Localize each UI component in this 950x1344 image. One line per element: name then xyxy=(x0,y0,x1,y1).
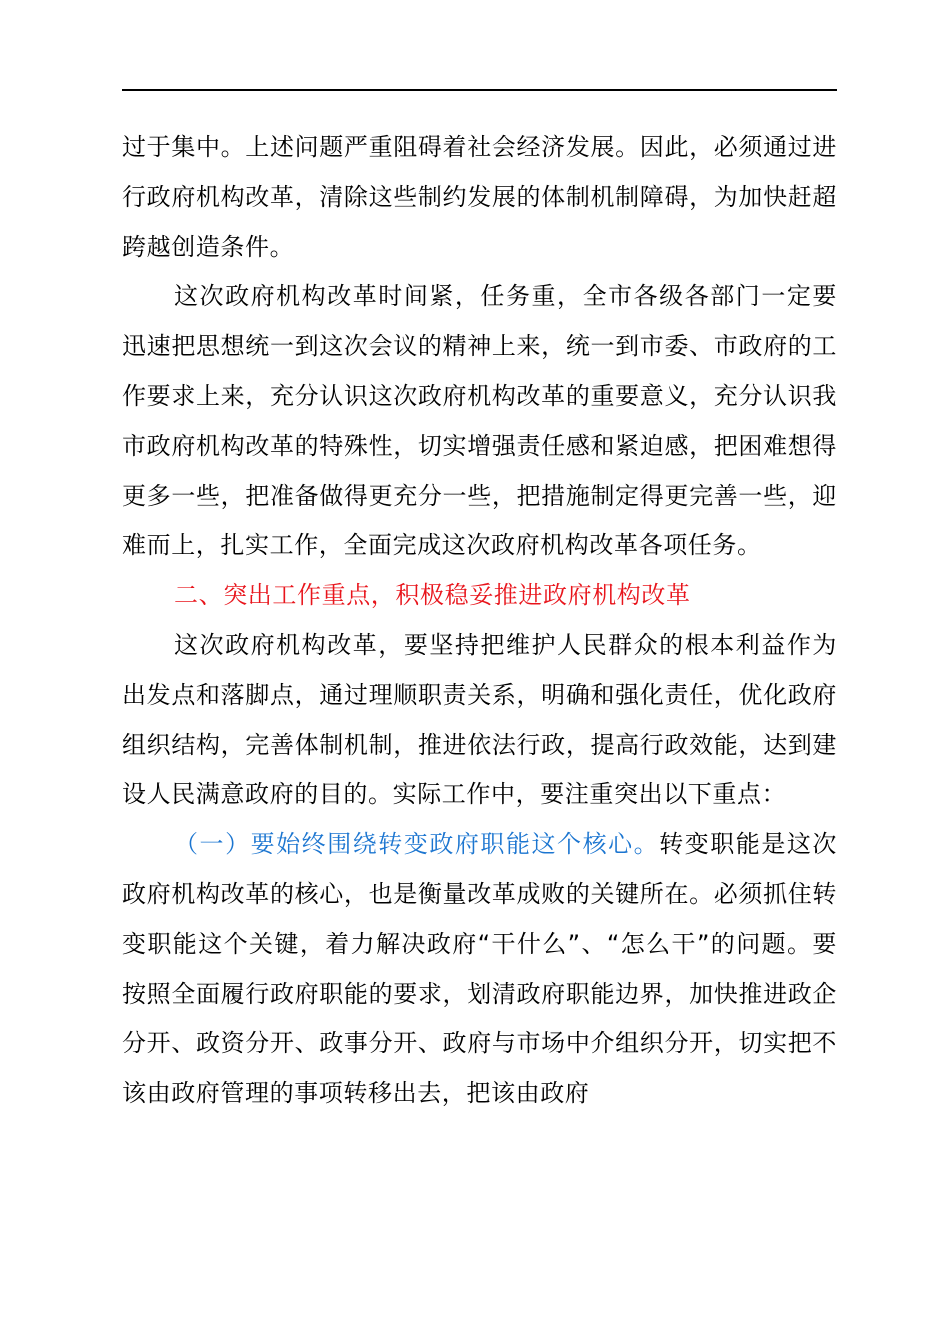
paragraph-1: 过于集中。上述问题严重阻碍着社会经济发展。因此，必须通过进行政府机构改革，清除这些制约发展的体制机制障碍，为加快赶超跨越创造条件。 xyxy=(122,133,837,261)
paragraph-4 xyxy=(122,820,837,1119)
header-rule xyxy=(122,89,837,91)
paragraph-2: 这次政府机构改革时间紧，任务重，全市各级各部门一定要迅速把思想统一到这次会议的精神上来，统一到市委、市政府的工作要求上来，充分认识这次政府机构改革的重要意义，充分认识我市政府机构改革的特殊性，切实增强责任感和紧迫感，把困难想得更多一些，把准备做得更充分一些，把措施制定得更完善一些，迎难而上，扎实工作，全面完成这次政府机构改革各项任务。 xyxy=(122,282,837,560)
document-body xyxy=(122,123,837,1119)
section-heading-2: 二、突出工作重点，积极稳妥推进政府机构改革 xyxy=(174,581,691,610)
subsection-lead: （一）要始终围绕转变政府职能这个核心。 xyxy=(174,830,660,859)
paragraph-4-body: 转变职能是这次政府机构改革的核心，也是衡量改革成败的关键所在。必须抓住转变职能这个关键，着力解决政府“干什么”、“怎么干”的问题。要按照全面履行政府职能的要求，划清政府职能边界，加快推进政企分开、政资分开、政事分开、政府与市场中介组织分开，切实把不该由政府管理的事项转移出去，把该由政府 xyxy=(122,830,838,1108)
paragraph-3: 这次政府机构改革，要坚持把维护人民群众的根本利益作为出发点和落脚点，通过理顺职责关系，明确和强化责任，优化政府组织结构，完善体制机制，推进依法行政，提高行政效能，达到建设人民满意政府的目的。实际工作中，要注重突出以下重点： xyxy=(122,630,837,809)
